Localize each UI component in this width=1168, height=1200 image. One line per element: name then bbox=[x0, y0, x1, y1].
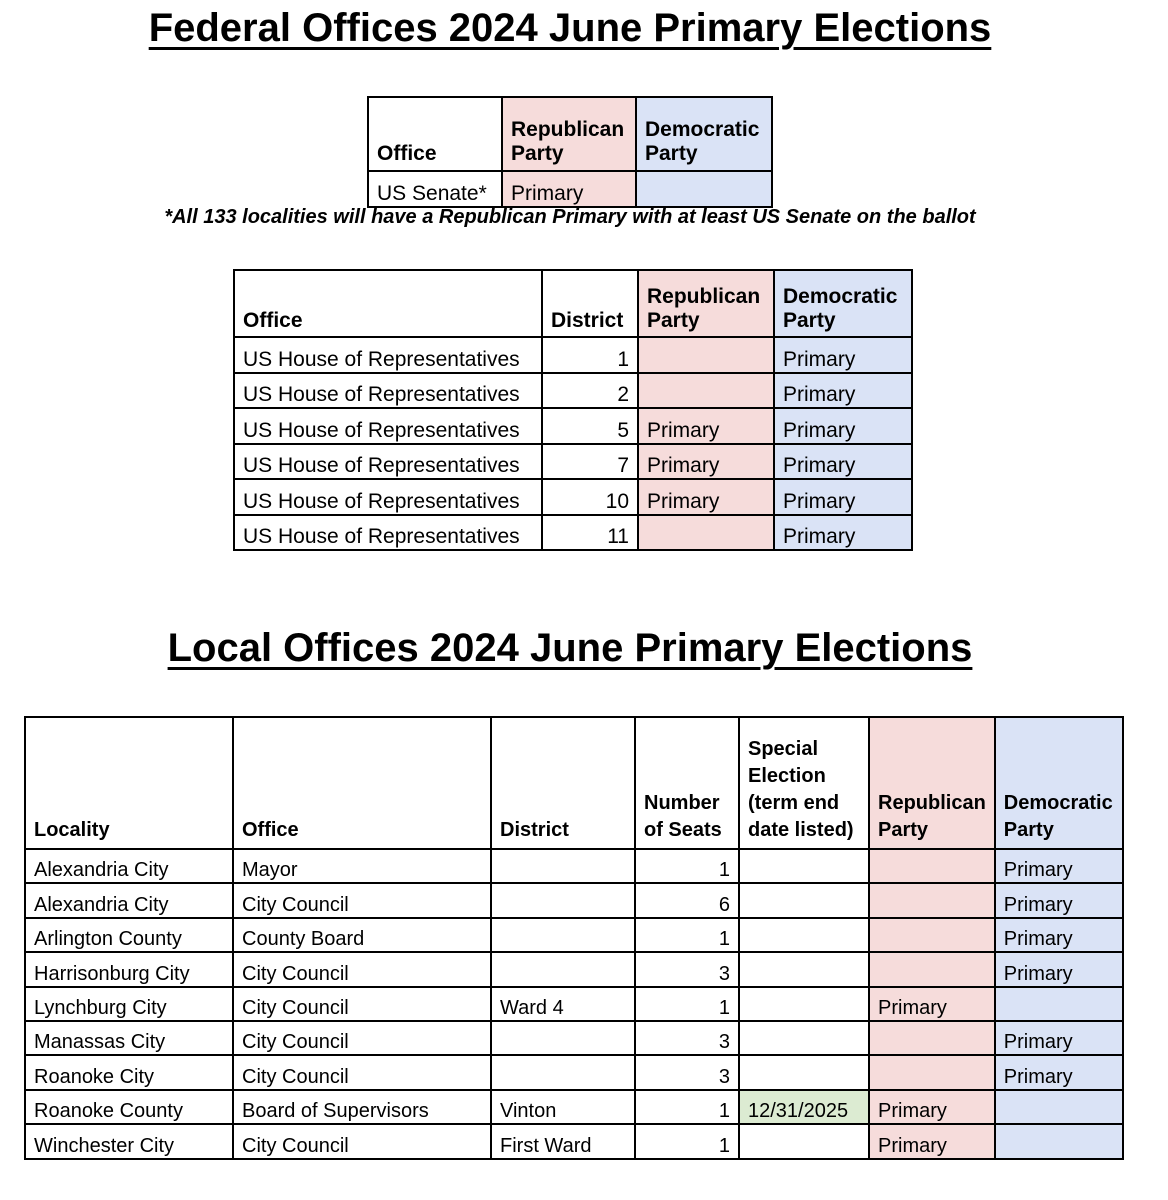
local-special-cell bbox=[739, 987, 869, 1021]
local-special-cell bbox=[739, 849, 869, 883]
local-district-cell bbox=[491, 883, 635, 917]
senate-header-office: Office bbox=[368, 97, 502, 171]
local-democratic-cell: Primary bbox=[995, 1021, 1123, 1055]
house-district-cell: 2 bbox=[542, 373, 638, 409]
house-office-cell: US House of Representatives bbox=[234, 408, 542, 444]
house-office-cell: US House of Representatives bbox=[234, 444, 542, 480]
house-header-republican: Republican Party bbox=[638, 270, 774, 337]
local-republican-cell bbox=[869, 883, 995, 917]
local-header-republican: Republican Party bbox=[869, 717, 995, 849]
local-special-cell: 12/31/2025 bbox=[739, 1090, 869, 1124]
house-district-cell: 1 bbox=[542, 337, 638, 373]
house-office-cell: US House of Representatives bbox=[234, 515, 542, 551]
local-header-office: Office bbox=[233, 717, 491, 849]
house-header-row bbox=[234, 270, 912, 337]
local-seats-cell: 3 bbox=[635, 1021, 739, 1055]
senate-header-row bbox=[368, 97, 772, 171]
local-republican-cell: Primary bbox=[869, 1090, 995, 1124]
local-district-cell bbox=[491, 952, 635, 986]
local-district-cell: Ward 4 bbox=[491, 987, 635, 1021]
local-special-cell bbox=[739, 952, 869, 986]
house-row bbox=[234, 337, 912, 373]
house-republican-cell bbox=[638, 515, 774, 551]
local-locality-cell: Winchester City bbox=[25, 1124, 233, 1158]
local-democratic-cell: Primary bbox=[995, 883, 1123, 917]
local-district-cell: Vinton bbox=[491, 1090, 635, 1124]
local-office-cell: County Board bbox=[233, 918, 491, 952]
local-row bbox=[25, 952, 1123, 986]
local-special-cell bbox=[739, 1055, 869, 1089]
local-district-cell bbox=[491, 1021, 635, 1055]
local-office-cell: City Council bbox=[233, 987, 491, 1021]
house-row bbox=[234, 373, 912, 409]
local-locality-cell: Arlington County bbox=[25, 918, 233, 952]
local-democratic-cell: Primary bbox=[995, 952, 1123, 986]
local-office-cell: Mayor bbox=[233, 849, 491, 883]
local-table bbox=[24, 716, 1124, 1160]
house-district-cell: 5 bbox=[542, 408, 638, 444]
local-office-cell: City Council bbox=[233, 883, 491, 917]
house-header-democratic: Democratic Party bbox=[774, 270, 912, 337]
local-locality-cell: Manassas City bbox=[25, 1021, 233, 1055]
house-democratic-cell: Primary bbox=[774, 479, 912, 515]
local-office-cell: City Council bbox=[233, 952, 491, 986]
local-header-special: Special Election (term end date listed) bbox=[739, 717, 869, 849]
local-locality-cell: Roanoke County bbox=[25, 1090, 233, 1124]
local-seats-cell: 1 bbox=[635, 1090, 739, 1124]
house-row bbox=[234, 479, 912, 515]
house-row bbox=[234, 408, 912, 444]
local-offices-title: Local Offices 2024 June Primary Elections bbox=[167, 626, 973, 670]
local-header-seats: Number of Seats bbox=[635, 717, 739, 849]
local-special-cell bbox=[739, 883, 869, 917]
local-democratic-cell bbox=[995, 1090, 1123, 1124]
house-democratic-cell: Primary bbox=[774, 408, 912, 444]
local-row bbox=[25, 1055, 1123, 1089]
local-locality-cell: Alexandria City bbox=[25, 849, 233, 883]
local-seats-cell: 3 bbox=[635, 952, 739, 986]
federal-offices-title: Federal Offices 2024 June Primary Elections bbox=[148, 6, 992, 50]
local-seats-cell: 3 bbox=[635, 1055, 739, 1089]
local-seats-cell: 1 bbox=[635, 1124, 739, 1158]
local-locality-cell: Harrisonburg City bbox=[25, 952, 233, 986]
local-seats-cell: 1 bbox=[635, 849, 739, 883]
local-locality-cell: Roanoke City bbox=[25, 1055, 233, 1089]
house-republican-cell: Primary bbox=[638, 444, 774, 480]
local-district-cell: First Ward bbox=[491, 1124, 635, 1158]
local-row bbox=[25, 918, 1123, 952]
local-district-cell bbox=[491, 918, 635, 952]
local-republican-cell bbox=[869, 952, 995, 986]
senate-republican-cell: Primary bbox=[502, 171, 636, 207]
local-locality-cell: Alexandria City bbox=[25, 883, 233, 917]
local-row bbox=[25, 987, 1123, 1021]
local-republican-cell bbox=[869, 918, 995, 952]
local-header-democratic: Democratic Party bbox=[995, 717, 1123, 849]
house-republican-cell bbox=[638, 337, 774, 373]
house-republican-cell bbox=[638, 373, 774, 409]
house-republican-cell: Primary bbox=[638, 479, 774, 515]
house-district-cell: 11 bbox=[542, 515, 638, 551]
local-seats-cell: 6 bbox=[635, 883, 739, 917]
local-district-cell bbox=[491, 1055, 635, 1089]
local-democratic-cell bbox=[995, 987, 1123, 1021]
house-header-office: Office bbox=[234, 270, 542, 337]
house-democratic-cell: Primary bbox=[774, 515, 912, 551]
local-democratic-cell: Primary bbox=[995, 918, 1123, 952]
local-republican-cell bbox=[869, 849, 995, 883]
house-row bbox=[234, 515, 912, 551]
local-row bbox=[25, 883, 1123, 917]
local-office-cell: Board of Supervisors bbox=[233, 1090, 491, 1124]
local-republican-cell bbox=[869, 1055, 995, 1089]
house-office-cell: US House of Representatives bbox=[234, 479, 542, 515]
local-row bbox=[25, 849, 1123, 883]
local-office-cell: City Council bbox=[233, 1124, 491, 1158]
senate-democratic-cell bbox=[636, 171, 772, 207]
local-row bbox=[25, 1124, 1123, 1158]
local-seats-cell: 1 bbox=[635, 987, 739, 1021]
house-democratic-cell: Primary bbox=[774, 444, 912, 480]
local-republican-cell: Primary bbox=[869, 987, 995, 1021]
local-row bbox=[25, 1090, 1123, 1124]
senate-office-cell: US Senate* bbox=[368, 171, 502, 207]
house-office-cell: US House of Representatives bbox=[234, 373, 542, 409]
local-democratic-cell: Primary bbox=[995, 1055, 1123, 1089]
house-table bbox=[233, 269, 913, 551]
local-special-cell bbox=[739, 918, 869, 952]
local-democratic-cell bbox=[995, 1124, 1123, 1158]
house-democratic-cell: Primary bbox=[774, 337, 912, 373]
local-district-cell bbox=[491, 849, 635, 883]
house-office-cell: US House of Representatives bbox=[234, 337, 542, 373]
local-office-cell: City Council bbox=[233, 1055, 491, 1089]
local-special-cell bbox=[739, 1124, 869, 1158]
senate-header-democratic: Democratic Party bbox=[636, 97, 772, 171]
senate-table bbox=[367, 96, 773, 208]
local-header-locality: Locality bbox=[25, 717, 233, 849]
senate-header-republican: Republican Party bbox=[502, 97, 636, 171]
house-district-cell: 10 bbox=[542, 479, 638, 515]
local-header-district: District bbox=[491, 717, 635, 849]
local-office-cell: City Council bbox=[233, 1021, 491, 1055]
house-row bbox=[234, 444, 912, 480]
house-district-cell: 7 bbox=[542, 444, 638, 480]
local-row bbox=[25, 1021, 1123, 1055]
senate-row bbox=[368, 171, 772, 207]
house-democratic-cell: Primary bbox=[774, 373, 912, 409]
senate-footnote: *All 133 localities will have a Republican Primary with at least US Senate on the ballot bbox=[164, 206, 976, 228]
local-locality-cell: Lynchburg City bbox=[25, 987, 233, 1021]
house-republican-cell: Primary bbox=[638, 408, 774, 444]
house-header-district: District bbox=[542, 270, 638, 337]
local-header-row bbox=[25, 717, 1123, 849]
local-republican-cell: Primary bbox=[869, 1124, 995, 1158]
local-special-cell bbox=[739, 1021, 869, 1055]
local-republican-cell bbox=[869, 1021, 995, 1055]
local-seats-cell: 1 bbox=[635, 918, 739, 952]
local-democratic-cell: Primary bbox=[995, 849, 1123, 883]
